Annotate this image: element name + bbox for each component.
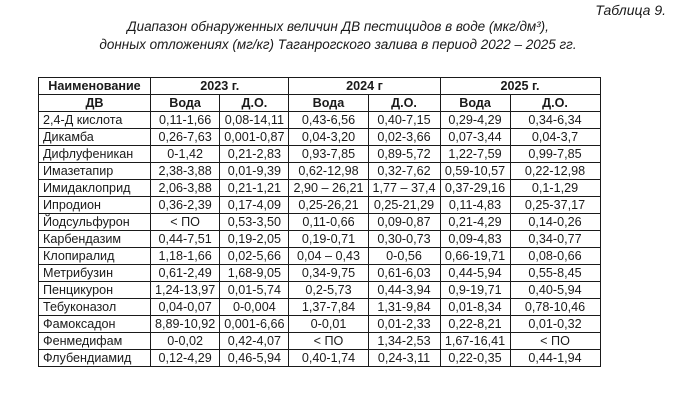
range-value-cell: < ПО [510, 333, 600, 350]
range-value-cell: 0,26-7,63 [151, 129, 220, 146]
range-value-cell: 0,001-6,66 [220, 316, 289, 333]
sub-header-sediment: Д.О. [510, 95, 600, 112]
range-value-cell: 0,25-37,17 [510, 197, 600, 214]
substance-name-cell: Ипродион [39, 197, 151, 214]
range-value-cell: 0,04-3,7 [510, 129, 600, 146]
range-value-cell: 0,02-3,66 [368, 129, 440, 146]
caption-line-2: донных отложениях (мг/кг) Таганрогского залива в период 2022 – 2025 гг. [99, 37, 577, 52]
range-value-cell: 0,01-8,34 [440, 299, 510, 316]
range-value-cell: 0,78-10,46 [510, 299, 600, 316]
range-value-cell: 2,90 – 26,21 [289, 180, 368, 197]
sub-header-row [39, 95, 601, 112]
range-value-cell: 0,89-5,72 [368, 146, 440, 163]
range-value-cell: 1,24-13,97 [151, 282, 220, 299]
range-value-cell: 0-0,02 [151, 333, 220, 350]
range-value-cell: 0,04-3,20 [289, 129, 368, 146]
range-value-cell: 1,67-16,41 [440, 333, 510, 350]
year-header-row [39, 78, 601, 95]
range-value-cell: 0,001-0,87 [220, 129, 289, 146]
range-value-cell: 0,59-10,57 [440, 163, 510, 180]
range-value-cell: 0,01-5,74 [220, 282, 289, 299]
range-value-cell: 0,21-4,29 [440, 214, 510, 231]
range-value-cell: 0,34-6,34 [510, 112, 600, 129]
sub-header-sediment: Д.О. [368, 95, 440, 112]
range-value-cell: 0,1-1,29 [510, 180, 600, 197]
range-value-cell: 0,43-6,56 [289, 112, 368, 129]
range-value-cell: 0,40-1,74 [289, 350, 368, 367]
table-row [39, 316, 601, 333]
range-value-cell: 0,30-0,73 [368, 231, 440, 248]
range-value-cell: 0,07-3,44 [440, 129, 510, 146]
range-value-cell: 0,09-4,83 [440, 231, 510, 248]
range-value-cell: 0,19-2,05 [220, 231, 289, 248]
range-value-cell: 0,34-9,75 [289, 265, 368, 282]
table-row [39, 350, 601, 367]
range-value-cell: 0,14-0,26 [510, 214, 600, 231]
range-value-cell: 0,66-19,71 [440, 248, 510, 265]
range-value-cell: 8,89-10,92 [151, 316, 220, 333]
substance-name-cell: Имидаклоприд [39, 180, 151, 197]
range-value-cell: 0,2-5,73 [289, 282, 368, 299]
name-header-bottom: ДВ [39, 95, 151, 112]
range-value-cell: 0,53-3,50 [220, 214, 289, 231]
range-value-cell: 0,22-12,98 [510, 163, 600, 180]
range-value-cell: 0,36-2,39 [151, 197, 220, 214]
table-row [39, 112, 601, 129]
range-value-cell: 0,01-9,39 [220, 163, 289, 180]
range-value-cell: 0,04-0,07 [151, 299, 220, 316]
range-value-cell: 0,99-7,85 [510, 146, 600, 163]
range-value-cell: 0,40-7,15 [368, 112, 440, 129]
substance-name-cell: Йодсульфурон [39, 214, 151, 231]
range-value-cell: 0,12-4,29 [151, 350, 220, 367]
range-value-cell: 0,32-7,62 [368, 163, 440, 180]
range-value-cell: 0,08-14,11 [220, 112, 289, 129]
range-value-cell: 1,68-9,05 [220, 265, 289, 282]
range-value-cell: 0,02-5,66 [220, 248, 289, 265]
table-row [39, 180, 601, 197]
range-value-cell: 0-0,01 [289, 316, 368, 333]
range-value-cell: 0,19-0,71 [289, 231, 368, 248]
range-value-cell: 0-0,004 [220, 299, 289, 316]
range-value-cell: 0,61-2,49 [151, 265, 220, 282]
range-value-cell: 1,77 – 37,4 [368, 180, 440, 197]
table-row [39, 146, 601, 163]
range-value-cell: 1,18-1,66 [151, 248, 220, 265]
range-value-cell: 0,37-29,16 [440, 180, 510, 197]
range-value-cell: 1,34-2,53 [368, 333, 440, 350]
range-value-cell: 0,21-2,83 [220, 146, 289, 163]
table-row [39, 333, 601, 350]
range-value-cell: 0,08-0,66 [510, 248, 600, 265]
table-row [39, 129, 601, 146]
caption-line-1: Диапазон обнаруженных величин ДВ пестицидов в воде (мкг/дм³), [127, 19, 549, 34]
table-row [39, 248, 601, 265]
table-row [39, 265, 601, 282]
range-value-cell: < ПО [151, 214, 220, 231]
range-value-cell: 0,61-6,03 [368, 265, 440, 282]
range-value-cell: 0,09-0,87 [368, 214, 440, 231]
range-value-cell: 0,22-0,35 [440, 350, 510, 367]
substance-name-cell: Дифлуфеникан [39, 146, 151, 163]
name-header-top: Наименование [39, 78, 151, 95]
range-value-cell: 0,11-0,66 [289, 214, 368, 231]
sub-header-water: Вода [151, 95, 220, 112]
range-value-cell: 0,44-5,94 [440, 265, 510, 282]
sub-header-water: Вода [289, 95, 368, 112]
substance-name-cell: Дикамба [39, 129, 151, 146]
range-value-cell: 0,9-19,71 [440, 282, 510, 299]
range-value-cell: 0,01-2,33 [368, 316, 440, 333]
range-value-cell: 1,37-7,84 [289, 299, 368, 316]
table-row [39, 231, 601, 248]
range-value-cell: 0-0,56 [368, 248, 440, 265]
range-value-cell: 0,93-7,85 [289, 146, 368, 163]
range-value-cell: 0,40-5,94 [510, 282, 600, 299]
substance-name-cell: Метрибузин [39, 265, 151, 282]
range-value-cell: 0,44-3,94 [368, 282, 440, 299]
range-value-cell: 2,06-3,88 [151, 180, 220, 197]
range-value-cell: 0,44-1,94 [510, 350, 600, 367]
range-value-cell: 0,24-3,11 [368, 350, 440, 367]
range-value-cell: 0,29-4,29 [440, 112, 510, 129]
table-row [39, 214, 601, 231]
range-value-cell: 0,04 – 0,43 [289, 248, 368, 265]
range-value-cell: 0,21-1,21 [220, 180, 289, 197]
substance-name-cell: Флубендиамид [39, 350, 151, 367]
range-value-cell: 0,01-0,32 [510, 316, 600, 333]
range-value-cell: 0,44-7,51 [151, 231, 220, 248]
table-row [39, 197, 601, 214]
range-value-cell: 0,55-8,45 [510, 265, 600, 282]
range-value-cell: 2,38-3,88 [151, 163, 220, 180]
range-value-cell: 0,17-4,09 [220, 197, 289, 214]
range-value-cell: 1,31-9,84 [368, 299, 440, 316]
range-value-cell: 0,11-1,66 [151, 112, 220, 129]
range-value-cell: 0,25-21,29 [368, 197, 440, 214]
pesticide-table [38, 77, 601, 367]
substance-name-cell: Клопиралид [39, 248, 151, 265]
range-value-cell: 0,46-5,94 [220, 350, 289, 367]
table-number: Таблица 9. [595, 2, 666, 18]
range-value-cell: < ПО [289, 333, 368, 350]
table-row [39, 299, 601, 316]
range-value-cell: 0,62-12,98 [289, 163, 368, 180]
substance-name-cell: Фамоксадон [39, 316, 151, 333]
range-value-cell: 1,22-7,59 [440, 146, 510, 163]
range-value-cell: 0,22-8,21 [440, 316, 510, 333]
substance-name-cell: Пенцикурон [39, 282, 151, 299]
range-value-cell: 0,25-26,21 [289, 197, 368, 214]
year-header-2025: 2025 г. [440, 78, 600, 95]
year-header-2024: 2024 г [289, 78, 440, 95]
table-row [39, 282, 601, 299]
substance-name-cell: Имазетапир [39, 163, 151, 180]
range-value-cell: 0,34-0,77 [510, 231, 600, 248]
sub-header-sediment: Д.О. [220, 95, 289, 112]
range-value-cell: 0,11-4,83 [440, 197, 510, 214]
year-header-2023: 2023 г. [151, 78, 289, 95]
substance-name-cell: Тебуконазол [39, 299, 151, 316]
table-caption [0, 18, 676, 54]
substance-name-cell: 2,4-Д кислота [39, 112, 151, 129]
table-row [39, 163, 601, 180]
substance-name-cell: Карбендазим [39, 231, 151, 248]
substance-name-cell: Фенмедифам [39, 333, 151, 350]
range-value-cell: 0,42-4,07 [220, 333, 289, 350]
range-value-cell: 0-1,42 [151, 146, 220, 163]
sub-header-water: Вода [440, 95, 510, 112]
